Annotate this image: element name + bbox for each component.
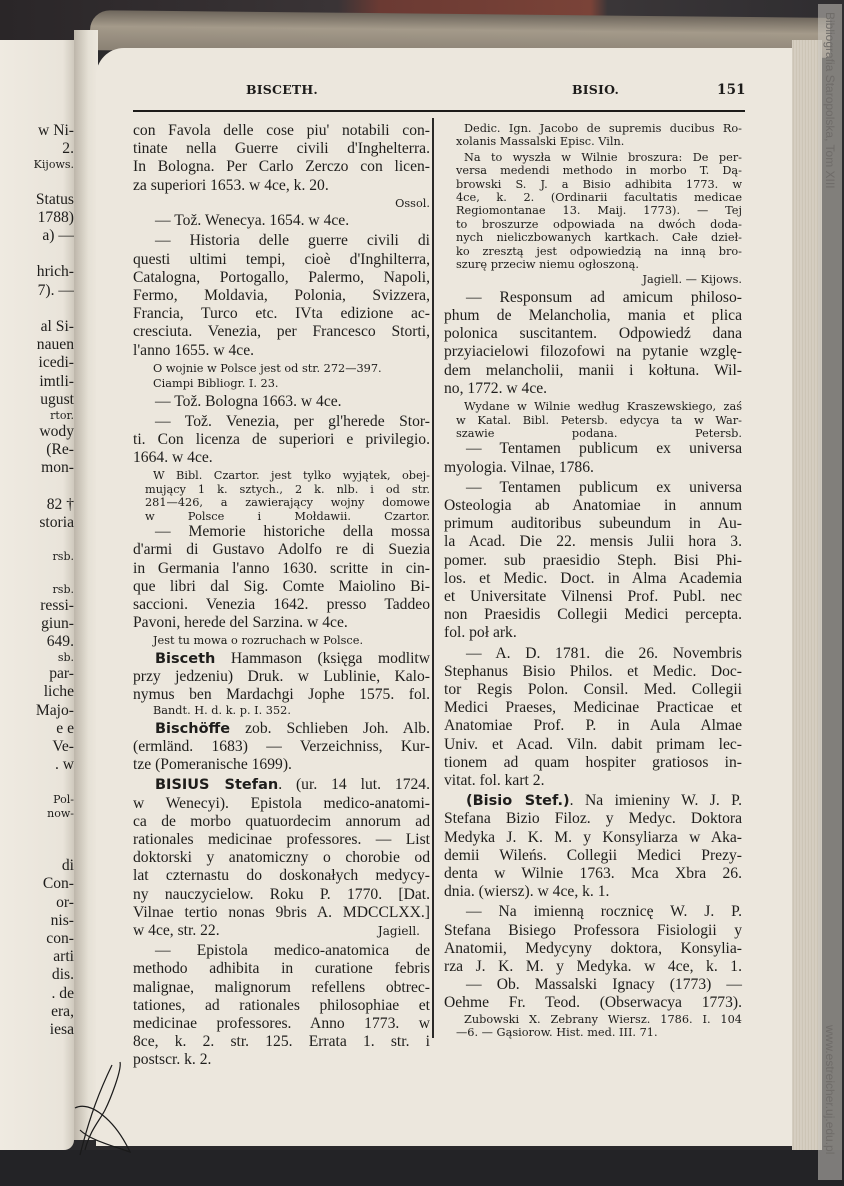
note-line (444, 178, 742, 191)
text-line (133, 305, 430, 323)
text-line (444, 958, 742, 976)
line-text: nych nieliczbowanych kartkach. Całe dzieł- (456, 231, 742, 245)
fragment-line: Pol- (53, 792, 74, 806)
line-text: Jest tu mowa o rozruchach w Polsce. (153, 634, 364, 648)
fragment-line (0, 300, 74, 318)
entry-heading: (Bisio Stef.) (466, 793, 570, 810)
text-line (444, 772, 742, 790)
text-line (133, 650, 430, 668)
fragment-line: giun- (41, 614, 74, 632)
line-text: tationes, ad rationales philosophiae et (133, 996, 430, 1014)
line-text: 8ce, k. 2. str. 125. Errata 1. str. i (133, 1033, 430, 1051)
line-text: — Epistola medico-anatomica de (155, 942, 430, 960)
text-line (444, 606, 742, 624)
note-line (444, 164, 742, 177)
line-text: tionem ad quam hospiter gratiosos in- (444, 753, 742, 771)
note-line (133, 362, 430, 375)
text-line (133, 922, 430, 940)
line-text: — Tož. Wenecya. 1654. w 4ce. (155, 212, 350, 230)
line-text: — Ob. Massalski Ignacy (1773) — (466, 976, 742, 994)
line-text: — Responsum ad amicum philoso- (466, 288, 742, 306)
text-line (133, 979, 430, 997)
line-text: rza J. K. M. y Medyka. w 4ce, k. 1. (444, 958, 742, 975)
text-line (133, 795, 430, 813)
fragment-line: era, (51, 1002, 74, 1020)
fragment-line: con- (46, 929, 74, 947)
line-text: cresciuta. Venezia, per Francesco Storti, (133, 323, 430, 341)
fragment-line: ressi- (40, 596, 74, 614)
line-text: Stefana Bisiego Professora Fisiologii y (444, 921, 742, 939)
text-line (444, 325, 742, 343)
text-line (444, 717, 742, 735)
note-line (444, 122, 742, 135)
line-text: Medyka J. K. M. y Konsyliarza w Aka- (444, 828, 742, 846)
text-line (133, 960, 430, 978)
line-text: in Germania l'anno 1630. scritte in cin- (133, 559, 430, 577)
line-text: W Bibl. Czartor. jest tylko wyjątek, obej- (153, 469, 430, 483)
line-text: demii Wileńs. Collegii Medici Prezy- (444, 846, 742, 864)
line-text: nymus ben Mardachgi Jophe 1575. fol. (133, 686, 430, 704)
line-text: Dedic. Ign. Jacobo de supremis ducibus Ro- (464, 122, 742, 135)
fragment-line: al Si- (40, 318, 74, 336)
line-text: Bandt. H. d. k. p. I. 352. (153, 704, 291, 718)
text-line (133, 560, 430, 578)
fragment-line: di (61, 857, 74, 875)
line-text: In Bologna. Per Carlo Zerczo con licen- (133, 158, 430, 176)
watermark-url: www.estreicher.uj.edu.pl (823, 1025, 837, 1155)
note-line (133, 634, 430, 647)
line-text: ko zresztą jest odpowiedzią na inną bro- (456, 244, 742, 258)
line-text: dnia. (wiersz). w 4ce, k. 1. (444, 883, 610, 901)
text-line (133, 904, 430, 922)
text-line (444, 922, 742, 940)
line-text: Stephanus Bisio Philos. et Medic. Doc- (444, 662, 742, 680)
fragment-line (0, 172, 74, 190)
line-text: methodo adhibita in curatione febris (133, 960, 430, 978)
line-text: ny nauczycielow. Roku P. 1770. [Dat. (133, 885, 430, 903)
line-text: versa medendi methodo in morbo T. Dą- (456, 164, 742, 178)
note-line (444, 258, 742, 271)
line-text: con Favola delle cose piu' notabili con- (133, 122, 430, 139)
text-line (444, 380, 742, 398)
text-line (133, 942, 430, 960)
text-line (133, 596, 430, 614)
line-text: Francia, Turco etc. IVta edizione ac- (133, 305, 430, 323)
line-text: . (ur. 14 lut. 1724. (278, 776, 430, 794)
line-text: non Praesidis Collegii Medici percepta. (444, 606, 742, 624)
note-line (133, 483, 430, 496)
note-line (444, 273, 742, 286)
line-text: Jagiell. — Kijows. (642, 273, 742, 287)
line-text: rationales medicinae professores. — List (133, 830, 430, 848)
line-text: w Katal. Bibl. Petersb. edycya ta w War- (456, 413, 742, 427)
line-text: l'anno 1655. w 4ce. (133, 341, 255, 359)
note-line (133, 377, 430, 390)
page-number: 151 (717, 82, 746, 98)
text-line (444, 903, 742, 921)
text-line (133, 756, 430, 774)
text-line (133, 578, 430, 596)
text-line (444, 533, 742, 551)
line-text: medicinae professores. Anno 1773. w (133, 1014, 430, 1032)
line-text: tze (Pomeranische 1699). (133, 756, 292, 774)
line-text: Vilnae tertio nonas 9bris A. MDCCLXX.] (133, 903, 430, 921)
line-text: — Tentamen publicum ex universa (466, 440, 742, 458)
line-text: la Acad. Die 22. mensis Julii hora 3. (444, 533, 742, 551)
note-line (444, 151, 742, 164)
fragment-line: Kijows. (33, 158, 74, 172)
note-line (444, 400, 742, 413)
text-line (444, 307, 742, 325)
text-line (133, 686, 430, 704)
line-text: Anatomiae Prof. P. in Aula Almae (444, 717, 742, 735)
fragment-line: imtli- (39, 372, 74, 390)
line-text: fol. poł ark. (444, 624, 517, 642)
line-text: szawie podana. Petersb. (456, 426, 742, 440)
line-text: w Wenecyi). Epistola medico-anatomi- (133, 794, 430, 812)
line-text: Fermo, Moldavia, Polonia, Svizzera, (133, 287, 430, 305)
fragment-line (0, 775, 74, 793)
watermark-title: Bibliografia Staropolska, Tom XIII (823, 12, 837, 189)
line-text: (ermländ. 1683) — Verzeichniss, Kur- (133, 737, 430, 755)
text-line (133, 738, 430, 756)
right-column (444, 122, 742, 1041)
line-text: que libri dal Sig. Comte Maiolino Bi- (133, 577, 430, 595)
note-line (444, 218, 742, 231)
fragment-line: 1788) (37, 208, 74, 226)
text-line (444, 681, 742, 699)
text-line (133, 287, 430, 305)
line-text: saccioni. Venezia 1642. presso Taddeo (133, 595, 430, 613)
fragment-line: storia (39, 514, 74, 532)
line-text: przyiacielowi filozofowi na pytanie wzglę- (444, 343, 742, 361)
text-line (133, 413, 430, 431)
text-line (444, 994, 742, 1012)
text-line (444, 865, 742, 883)
line-text: phum de Melancholia, mania et plica (444, 307, 742, 325)
note-line (444, 414, 742, 427)
fragment-line: nis- (50, 911, 74, 929)
text-line (133, 251, 430, 269)
text-line (444, 736, 742, 754)
text-line (133, 849, 430, 867)
line-text: Anatomii, Medycyny doktora, Konsylia- (444, 939, 742, 957)
text-line (133, 541, 430, 559)
line-text: myologia. Vilnae, 1786. (444, 458, 594, 476)
text-line (133, 1051, 430, 1069)
text-line (444, 754, 742, 772)
entry-heading: BISIUS Stefan (155, 777, 279, 794)
line-text: vitat. fol. kart 2. (444, 771, 545, 789)
line-text: d'armi di Gustavo Adolfo re di Suezia (133, 541, 430, 559)
line-text: w 4ce, str. 22. (133, 921, 220, 939)
line-text: mujący 1 k. sztych., 2 k. nlb. i od str. (145, 482, 430, 496)
line-text: zob. Schlieben Joh. Alb. (230, 719, 430, 737)
note-line (444, 231, 742, 244)
fragment-line: iesa (49, 1020, 74, 1038)
text-line (133, 886, 430, 904)
note-line (133, 197, 430, 210)
header-rule (133, 110, 745, 112)
line-text: Oehme Fr. Teod. (Obserwacya 1773). (444, 994, 742, 1012)
text-line (444, 645, 742, 663)
line-text: browski S. J. a Bisio adhibita 1773. w (456, 177, 742, 191)
line-text: Wydane w Wilnie według Kraszewskiego, zaś (464, 400, 742, 414)
fragment-line: . w (54, 756, 74, 774)
left-page-text-fragment (0, 122, 74, 1039)
note-line (444, 427, 742, 440)
note-line (133, 469, 430, 482)
entry-heading: Bisceth (155, 650, 216, 667)
text-line (133, 776, 430, 794)
text-line (133, 212, 430, 230)
text-line (133, 323, 430, 341)
line-text: Pavoni, herede del Sarzina. w 4ce. (133, 614, 348, 632)
fragment-line: Majo- (35, 701, 74, 719)
line-text: malignae, malignorum refellens obtrec- (133, 978, 430, 996)
text-line (133, 449, 430, 467)
text-line (444, 624, 742, 642)
text-line (133, 668, 430, 686)
line-text: w Polsce i Mołdawii. Czartor. (145, 509, 430, 523)
text-line (444, 440, 742, 458)
fragment-line: par- (49, 665, 74, 683)
line-text: et Universitate Vilnensi Prof. Publ. nec (444, 587, 742, 605)
text-line (133, 393, 430, 411)
fragment-line: wody (39, 423, 74, 441)
text-line (133, 232, 430, 250)
line-text: — Tož. Venezia, per gl'herede Stor- (155, 412, 430, 430)
note-line (444, 1013, 742, 1026)
text-line (133, 158, 430, 176)
text-line (444, 497, 742, 515)
line-text: doktorski y anatomiczny o chorobie od (133, 849, 430, 867)
text-line (444, 663, 742, 681)
text-line (444, 570, 742, 588)
fragment-line: Status (35, 190, 74, 208)
text-line (133, 614, 430, 632)
line-text: Regiomontanae 13. Maij. 1773). — Tej (456, 204, 742, 218)
note-line (133, 496, 430, 509)
text-line (444, 976, 742, 994)
text-line (444, 515, 742, 533)
line-text: questi ultimi tempi, cioè d'Inghilterra, (133, 250, 430, 268)
text-line (133, 720, 430, 738)
fragment-line: a) — (42, 227, 74, 245)
text-line (133, 1033, 430, 1051)
line-text: ti. Con licenza de superiori e privilegio. (133, 431, 430, 449)
fragment-line: sb. (57, 651, 74, 665)
line-text: polonica suscitantem. Odpowiedź dana (444, 325, 742, 343)
fragment-line: . de (51, 984, 74, 1002)
text-line (133, 867, 430, 885)
text-line (444, 829, 742, 847)
note-line (444, 135, 742, 148)
line-text: przy jedzeniu) Druk. w Lublinie, Kalo- (133, 667, 430, 685)
fragment-line: now- (47, 806, 74, 820)
text-line (133, 177, 430, 195)
fragment-line: ugust (40, 390, 74, 408)
fragment-line (0, 839, 74, 857)
fragment-line: arti (53, 948, 74, 966)
fragment-line: rsb. (52, 550, 74, 564)
text-line (444, 289, 742, 307)
text-line (444, 343, 742, 361)
note-line (444, 1026, 742, 1039)
text-line (133, 523, 430, 541)
line-text: szurę przeciw niemu ogłoszoną. (456, 258, 639, 272)
entry-heading: Bischöffe (155, 720, 231, 737)
fragment-line: or- (56, 893, 74, 911)
fragment-line (0, 532, 74, 550)
line-text: Ossol. (395, 196, 430, 210)
line-text: 1664. w 4ce. (133, 449, 213, 467)
text-line (133, 813, 430, 831)
line-text: — Na imienną rocznicę W. J. P. (466, 903, 742, 921)
fragment-line: 82 † (46, 495, 74, 513)
line-text: to broszurze odpowiada na dwóch doda- (456, 217, 742, 231)
text-line (133, 269, 430, 287)
text-line (444, 588, 742, 606)
line-text: Catalogna, Portogallo, Palermo, Napoli, (133, 268, 430, 286)
line-text: denta w Wilnie 1763. Mca Xbra 26. (444, 864, 742, 882)
text-line (444, 810, 742, 828)
line-text: los. et Medic. Doct. in Alma Academia (444, 569, 742, 587)
fragment-line: (Re- (46, 441, 74, 459)
line-text: Na to wyszła w Wilnie broszura: De per- (464, 150, 742, 164)
fragment-line (0, 564, 74, 582)
note-line (444, 245, 742, 258)
text-line (444, 883, 742, 901)
line-text: —6. — Gąsiorow. Hist. med. III. 71. (456, 1026, 658, 1040)
handwritten-signature (60, 1060, 140, 1160)
fragment-line: mon- (41, 459, 74, 477)
fragment-line: e e (56, 719, 74, 737)
fragment-line: icedi- (38, 354, 74, 372)
line-text: Univ. et Acad. Viln. dabit primam lec- (444, 735, 742, 753)
line-text: — Memorie historiche della mossa (155, 523, 430, 541)
line-text: lat czternastu do doskonałych medycy- (133, 867, 430, 885)
running-head-center: BISIO. (572, 82, 619, 97)
text-line (133, 342, 430, 360)
fragment-line (0, 821, 74, 839)
left-column (133, 122, 430, 1072)
text-line (444, 940, 742, 958)
text-line (444, 792, 742, 810)
line-text: pomer. sub praesidio Steph. Bisi Phi- (444, 551, 742, 569)
line-text: 4ce, k. 2. (Ordinarii facultatis medicae (456, 191, 742, 205)
text-line (133, 122, 430, 140)
fragment-line: Con- (42, 875, 74, 893)
fragment-line: rtor. (50, 409, 74, 423)
text-line (444, 459, 742, 477)
fragment-line: 2. (62, 140, 74, 158)
column-divider (432, 118, 434, 1038)
line-text: Ciampi Bibliogr. I. 23. (153, 377, 279, 391)
line-text: Hammason (księga modlitw (215, 649, 430, 667)
line-text: za superiori 1653. w 4ce, k. 20. (133, 176, 329, 194)
running-head-left: BISCETH. (246, 82, 318, 97)
line-text: — Tož. Bologna 1663. w 4ce. (155, 392, 342, 410)
line-text: primum auditoribus subeundum in Au- (444, 515, 742, 533)
library-siglum: Jagiell. (377, 923, 420, 938)
text-line (133, 831, 430, 849)
line-text: O wojnie w Polsce jest od str. 272—397. (153, 361, 382, 375)
fragment-line: w Ni- (38, 122, 74, 139)
note-line (133, 704, 430, 717)
line-text: Stefana Bizio Filoz. y Medyc. Doktora (444, 810, 742, 828)
text-line (444, 847, 742, 865)
text-line (444, 552, 742, 570)
text-line (133, 997, 430, 1015)
fragment-line: hrich- (36, 263, 74, 281)
line-text: — Tentamen publicum ex universa (466, 478, 742, 496)
line-text: xolanis Massalski Episc. Viln. (456, 135, 625, 149)
fragment-line: rsb. (52, 582, 74, 596)
line-text: postscr. k. 2. (133, 1051, 212, 1069)
fragment-line: 649. (46, 633, 74, 651)
note-line (444, 204, 742, 217)
line-text: — Historia delle guerre civili di (155, 232, 430, 250)
line-text: tinate nella Guerre civili d'Inghelterra. (133, 140, 430, 158)
line-text: tor Regis Polon. Consil. Med. Collegii (444, 680, 742, 698)
note-line (444, 191, 742, 204)
fragment-line: liche (43, 683, 74, 701)
text-line (444, 362, 742, 380)
text-line (444, 699, 742, 717)
line-text: no, 1772. w 4ce. (444, 379, 548, 397)
line-text: ca de morbo quatuordecim annorum ad (133, 812, 430, 830)
line-text: Osteologia ab Anatomiae in annum (444, 496, 742, 514)
line-text: Zubowski X. Zebrany Wiersz. 1786. I. 104 (464, 1012, 742, 1026)
fragment-line: dis. (51, 966, 74, 984)
fragment-line: 7). — (37, 281, 74, 299)
line-text: 281—426, a zawierający wojny domowe (145, 496, 430, 510)
line-text: dem melancholii, manii i kołtuna. Wil- (444, 361, 742, 379)
fragment-line (0, 478, 74, 496)
line-text: . Na imieniny W. J. P. (569, 792, 742, 810)
line-text: — A. D. 1781. die 26. Novembris (466, 644, 742, 662)
fragment-line: nauen (36, 336, 74, 354)
text-line (133, 431, 430, 449)
line-text: Medici Praeses, Medicinae Practicae et (444, 699, 742, 717)
fragment-line (0, 245, 74, 263)
fragment-line: Ve- (52, 738, 74, 756)
note-line (133, 510, 430, 523)
text-line (133, 140, 430, 158)
text-line (133, 1015, 430, 1033)
book-gutter (74, 30, 98, 1140)
text-line (444, 479, 742, 497)
